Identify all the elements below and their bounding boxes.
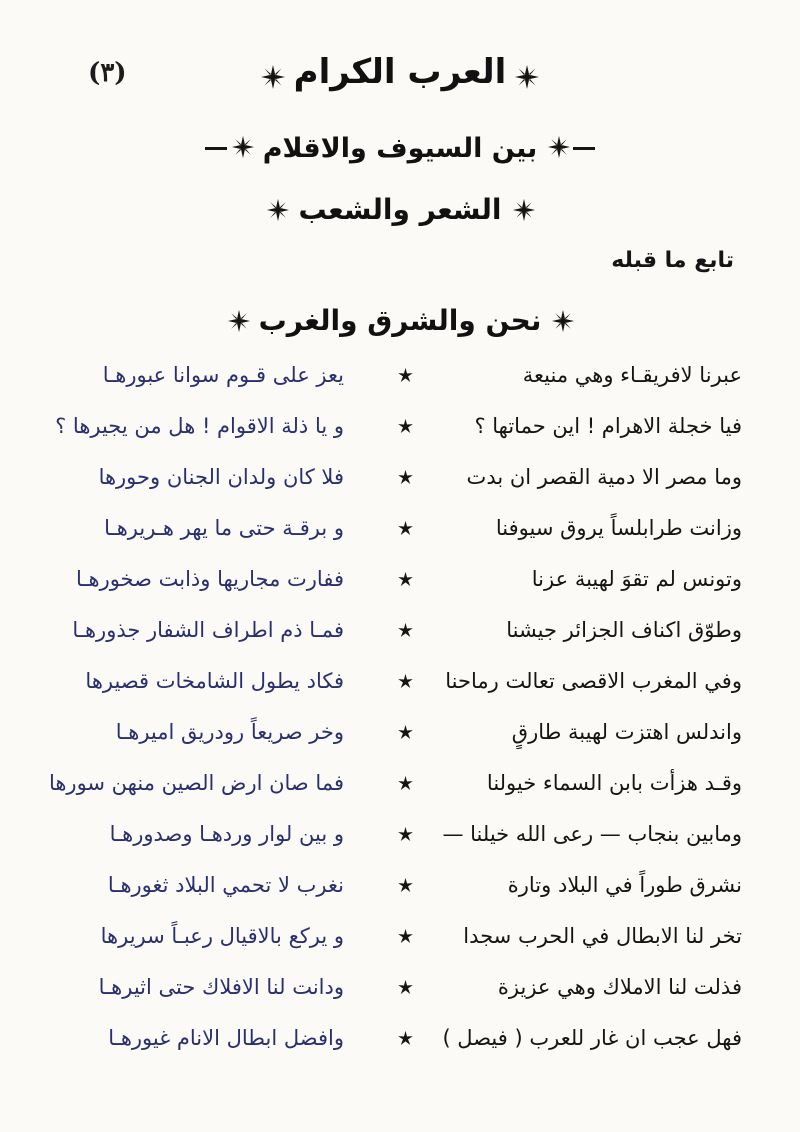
star-icon — [390, 1023, 420, 1053]
star-icon — [390, 411, 420, 441]
verse-row — [0, 707, 800, 757]
verse-first-hemistich: وتونس لم تقوَ لهيبة عزنا — [531, 567, 742, 591]
verse-second-hemistich: فما صان ارض الصين منهن سورها — [48, 771, 344, 795]
verse-second-hemistich: وخر صريعاً رودريق اميرهـا — [115, 720, 344, 744]
flower-ornament-icon — [545, 135, 571, 161]
third-title-text: الشعر والشعب — [298, 192, 502, 226]
page-number: (٣) — [88, 58, 127, 88]
star-icon — [390, 564, 420, 594]
subtitle-text: بين السيوف والاقلام — [262, 132, 538, 164]
verse-first-hemistich: فيا خجلة الاهرام ! اين حماتها ؟ — [474, 414, 742, 438]
dash-divider — [573, 147, 595, 150]
verse-second-hemistich: فمـا ذم اطراف الشفار جذورهـا — [72, 618, 344, 642]
verse-first-hemistich: وزانت طرابلساً يروق سيوفنا — [495, 516, 742, 540]
flower-ornament-icon — [514, 59, 540, 85]
verse-second-hemistich: نغرب لا تحمي البلاد ثغورهـا — [107, 873, 344, 897]
flower-ornament-icon — [260, 59, 286, 85]
continued-label: تابع ما قبله — [611, 248, 734, 273]
verse-second-hemistich: فكاد يطول الشامخات قصيرها — [85, 669, 344, 693]
star-icon — [390, 972, 420, 1002]
verse-second-hemistich: ودانت لنا الافلاك حتى اثيرهـا — [98, 975, 344, 999]
verse-first-hemistich: وما مصر الا دمية القصر ان بدت — [466, 465, 742, 489]
verse-first-hemistich: فذلت لنا الاملاك وهي عزيزة — [497, 975, 742, 999]
section-title — [0, 296, 800, 344]
verse-row — [0, 962, 800, 1012]
main-title — [0, 46, 800, 98]
third-title — [0, 186, 800, 232]
flower-ornament-icon — [510, 196, 536, 222]
section-title-text: نحن والشرق والغرب — [258, 303, 542, 337]
verse-first-hemistich: وفي المغرب الاقصى تعالت رماحنا — [445, 669, 742, 693]
verse-row — [0, 503, 800, 553]
verse-first-hemistich: نشرق طوراً في البلاد وتارة — [507, 873, 742, 897]
verse-second-hemistich: و بين لوار وردهـا وصدورهـا — [109, 822, 344, 846]
flower-ornament-icon — [264, 196, 290, 222]
verse-row — [0, 605, 800, 655]
dash-divider — [205, 147, 227, 150]
verse-first-hemistich: فهل عجب ان غار للعرب ( فيصل ) — [442, 1026, 742, 1050]
verse-second-hemistich: فلا كان ولدان الجنان وحورها — [98, 465, 344, 489]
verse-row — [0, 860, 800, 910]
star-icon — [390, 615, 420, 645]
star-icon — [390, 666, 420, 696]
verse-row — [0, 911, 800, 961]
verse-row — [0, 656, 800, 706]
flower-ornament-icon — [229, 135, 255, 161]
verse-second-hemistich: وافضل ابطال الانام غيورهـا — [108, 1026, 344, 1050]
verse-first-hemistich: عبرنا لافريقـاء وهي منيعة — [522, 363, 742, 387]
verse-row — [0, 350, 800, 400]
subtitle — [0, 126, 800, 170]
verse-second-hemistich: و يا ذلة الاقوام ! هل من يجيرها ؟ — [55, 414, 344, 438]
verse-second-hemistich: ففارت مجاريها وذابت صخورهـا — [75, 567, 344, 591]
verse-first-hemistich: وطوّق اكناف الجزائر جيشنا — [506, 618, 742, 642]
star-icon — [390, 768, 420, 798]
star-icon — [390, 819, 420, 849]
main-title-text: العرب الكرام — [293, 52, 507, 92]
star-icon — [390, 717, 420, 747]
flower-ornament-icon — [549, 307, 575, 333]
star-icon — [390, 360, 420, 390]
verse-row — [0, 452, 800, 502]
verse-first-hemistich: وقـد هزأت بابن السماء خيولنا — [486, 771, 742, 795]
verse-first-hemistich: ومابين بنجاب — رعى الله خيلنا — — [442, 822, 742, 846]
verse-second-hemistich: و برقـة حتى ما يهر هـريرهـا — [104, 516, 344, 540]
verse-first-hemistich: تخر لنا الابطال في الحرب سجدا — [463, 924, 742, 948]
flower-ornament-icon — [225, 307, 251, 333]
verse-second-hemistich: يعز على قـوم سوانا عبورهـا — [102, 363, 344, 387]
star-icon — [390, 870, 420, 900]
verse-row — [0, 554, 800, 604]
star-icon — [390, 921, 420, 951]
star-icon — [390, 462, 420, 492]
verse-first-hemistich: واندلس اهتزت لهيبة طارقٍ — [511, 720, 742, 744]
verse-row — [0, 401, 800, 451]
star-icon — [390, 513, 420, 543]
verse-row — [0, 758, 800, 808]
verse-row — [0, 1013, 800, 1063]
verse-row — [0, 809, 800, 859]
verse-second-hemistich: و يركع بالاقيال رعبـاً سريرها — [100, 924, 344, 948]
